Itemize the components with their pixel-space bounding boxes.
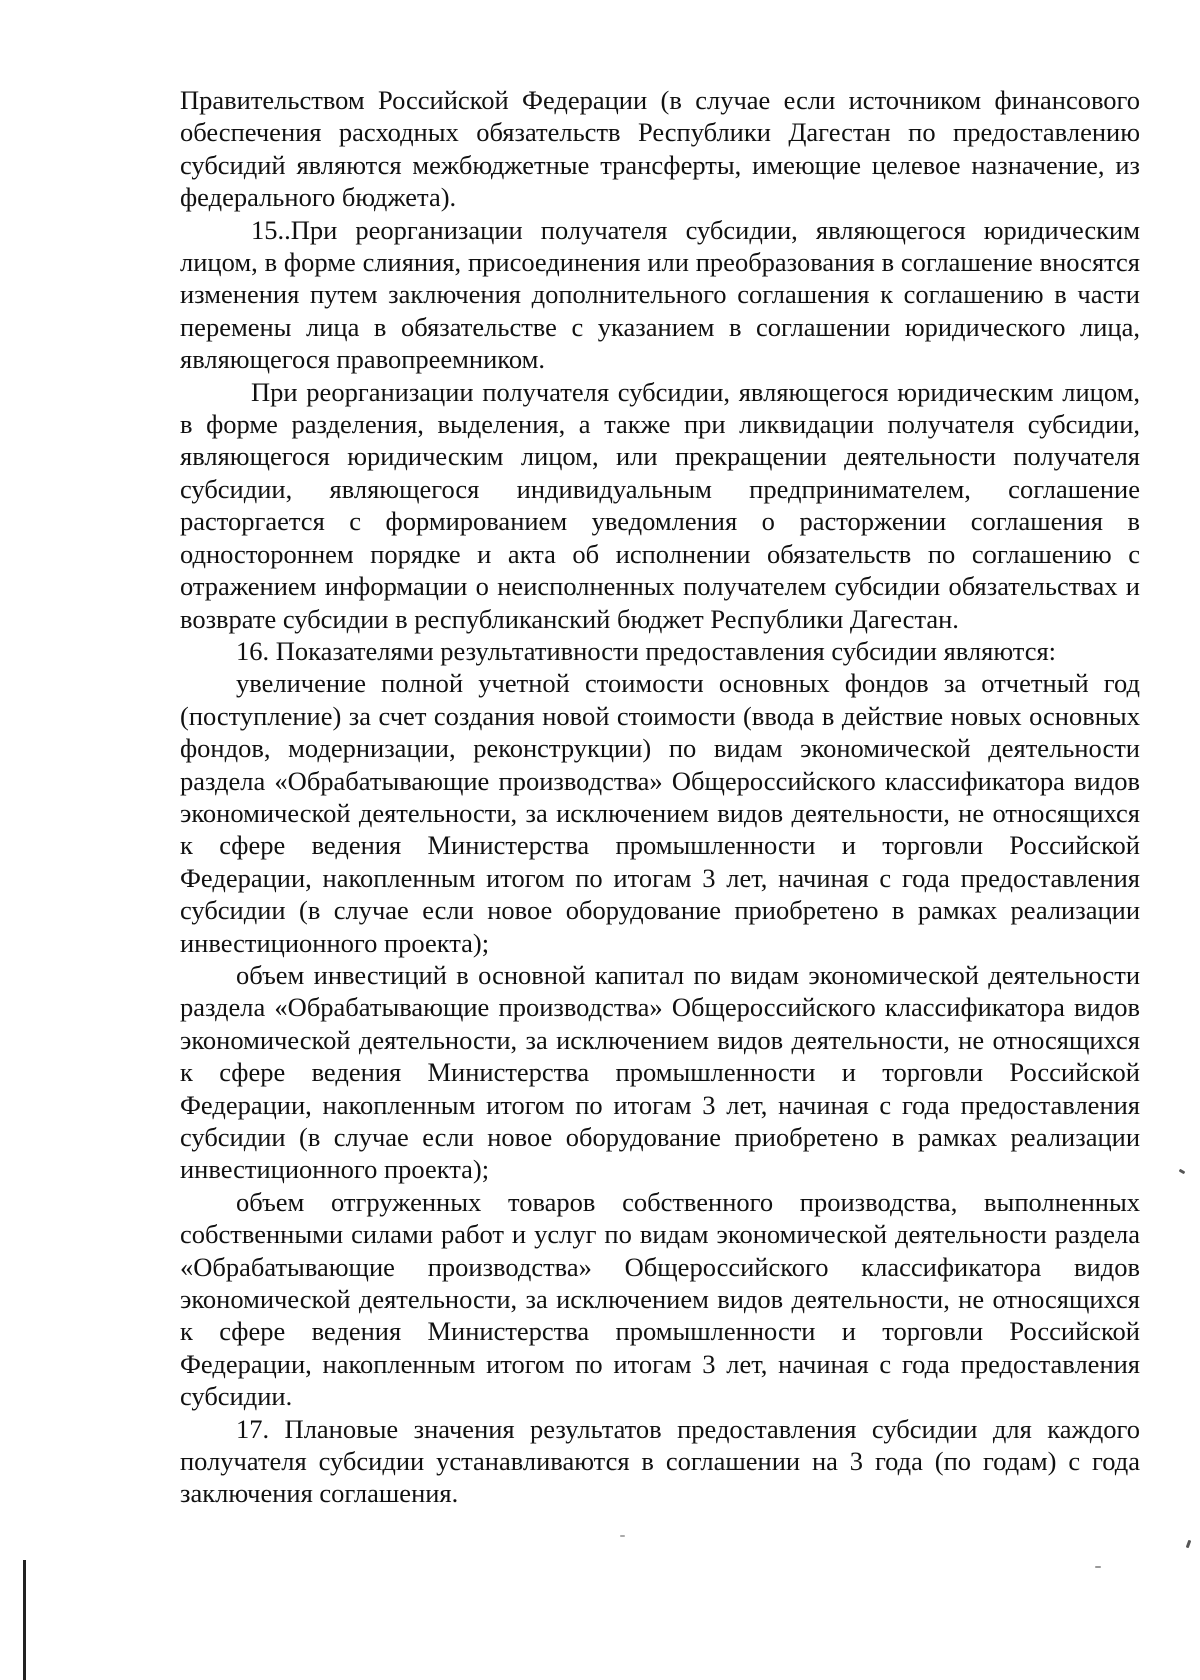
- paragraph-reorganization-division: При реорганизации получателя субсидии, являющегося юридическим лицом, в форме разделения, выделения, а также при ликвидации получателя субсидии, являющегося юридическим лицом, или прекращении деятельности получателя субсидии, являющегося индивидуальным предпринимателем, соглашение расторгается с формированием уведомления о расторжении соглашения в одностороннем порядке и акта об исполнении обязательств по соглашению с отражением информации о неисполненных получателем субсидии обязательствах и возврате субсидии в республиканский бюджет Республики Дагестан.: [180, 376, 1140, 634]
- paragraph-indicator-investments: объем инвестиций в основной капитал по видам экономической деятельности раздела «Обрабатывающие производства» Общероссийского классификатора видов экономической деятельности, за исключением видов деятельности, не относящихся к сфере ведения Министерства промышленности и торговли Российской Федерации, накопленным итогом по итогам 3 лет, начиная с года предоставления субсидии (в случае если новое оборудование приобретено в рамках реализации инвестиционного проекта);: [180, 959, 1140, 1185]
- scan-speck: [1186, 1540, 1192, 1549]
- paragraph-item-15: 15..При реорганизации получателя субсидии, являющегося юридическим лицом, в форме слияния, присоединения или преобразования в соглашение вносятся изменения путем заключения дополнительного соглашения к соглашению в части перемены лица в обязательстве с указанием в соглашении юридического лица, являющегося правопреемником.: [180, 214, 1140, 375]
- document-body: [180, 84, 1140, 1510]
- paragraph-indicator-shipped-goods: объем отгруженных товаров собственного производства, выполненных собственными силами работ и услуг по видам экономической деятельности раздела «Обрабатывающие производства» Общероссийского классификатора видов экономической деятельности, за исключением видов деятельности, не относящихся к сфере ведения Министерства промышленности и торговли Российской Федерации, накопленным итогом по итогам 3 лет, начиная с года предоставления субсидии.: [180, 1186, 1140, 1412]
- scan-binding-edge: [23, 1560, 26, 1680]
- paragraph-continuation: Правительством Российской Федерации (в случае если источником финансового обеспечения расходных обязательств Республики Дагестан по предоставлению субсидий являются межбюджетные трансферты, имеющие целевое назначение, из федерального бюджета).: [180, 85, 1140, 213]
- scan-speck: [1179, 1169, 1186, 1175]
- paragraph-item-17: 17. Плановые значения результатов предоставления субсидии для каждого получателя субсидии устанавливаются в соглашении на 3 года (по годам) с года заключения соглашения.: [180, 1413, 1140, 1509]
- scan-speck: [620, 1535, 625, 1537]
- paragraph-indicator-fixed-assets: увеличение полной учетной стоимости основных фондов за отчетный год (поступление) за счет создания новой стоимости (ввода в действие новых основных фондов, модернизации, реконструкции) по видам экономической деятельности раздела «Обрабатывающие производства» Общероссийского классификатора видов экономической деятельности, за исключением видов деятельности, не относящихся к сфере ведения Министерства промышленности и торговли Российской Федерации, накопленным итогом по итогам 3 лет, начиная с года предоставления субсидии (в случае если новое оборудование приобретено в рамках реализации инвестиционного проекта);: [180, 668, 1140, 958]
- scan-speck: [1095, 1566, 1101, 1568]
- paragraph-item-16: 16. Показателями результативности предоставления субсидии являются:: [236, 635, 1057, 666]
